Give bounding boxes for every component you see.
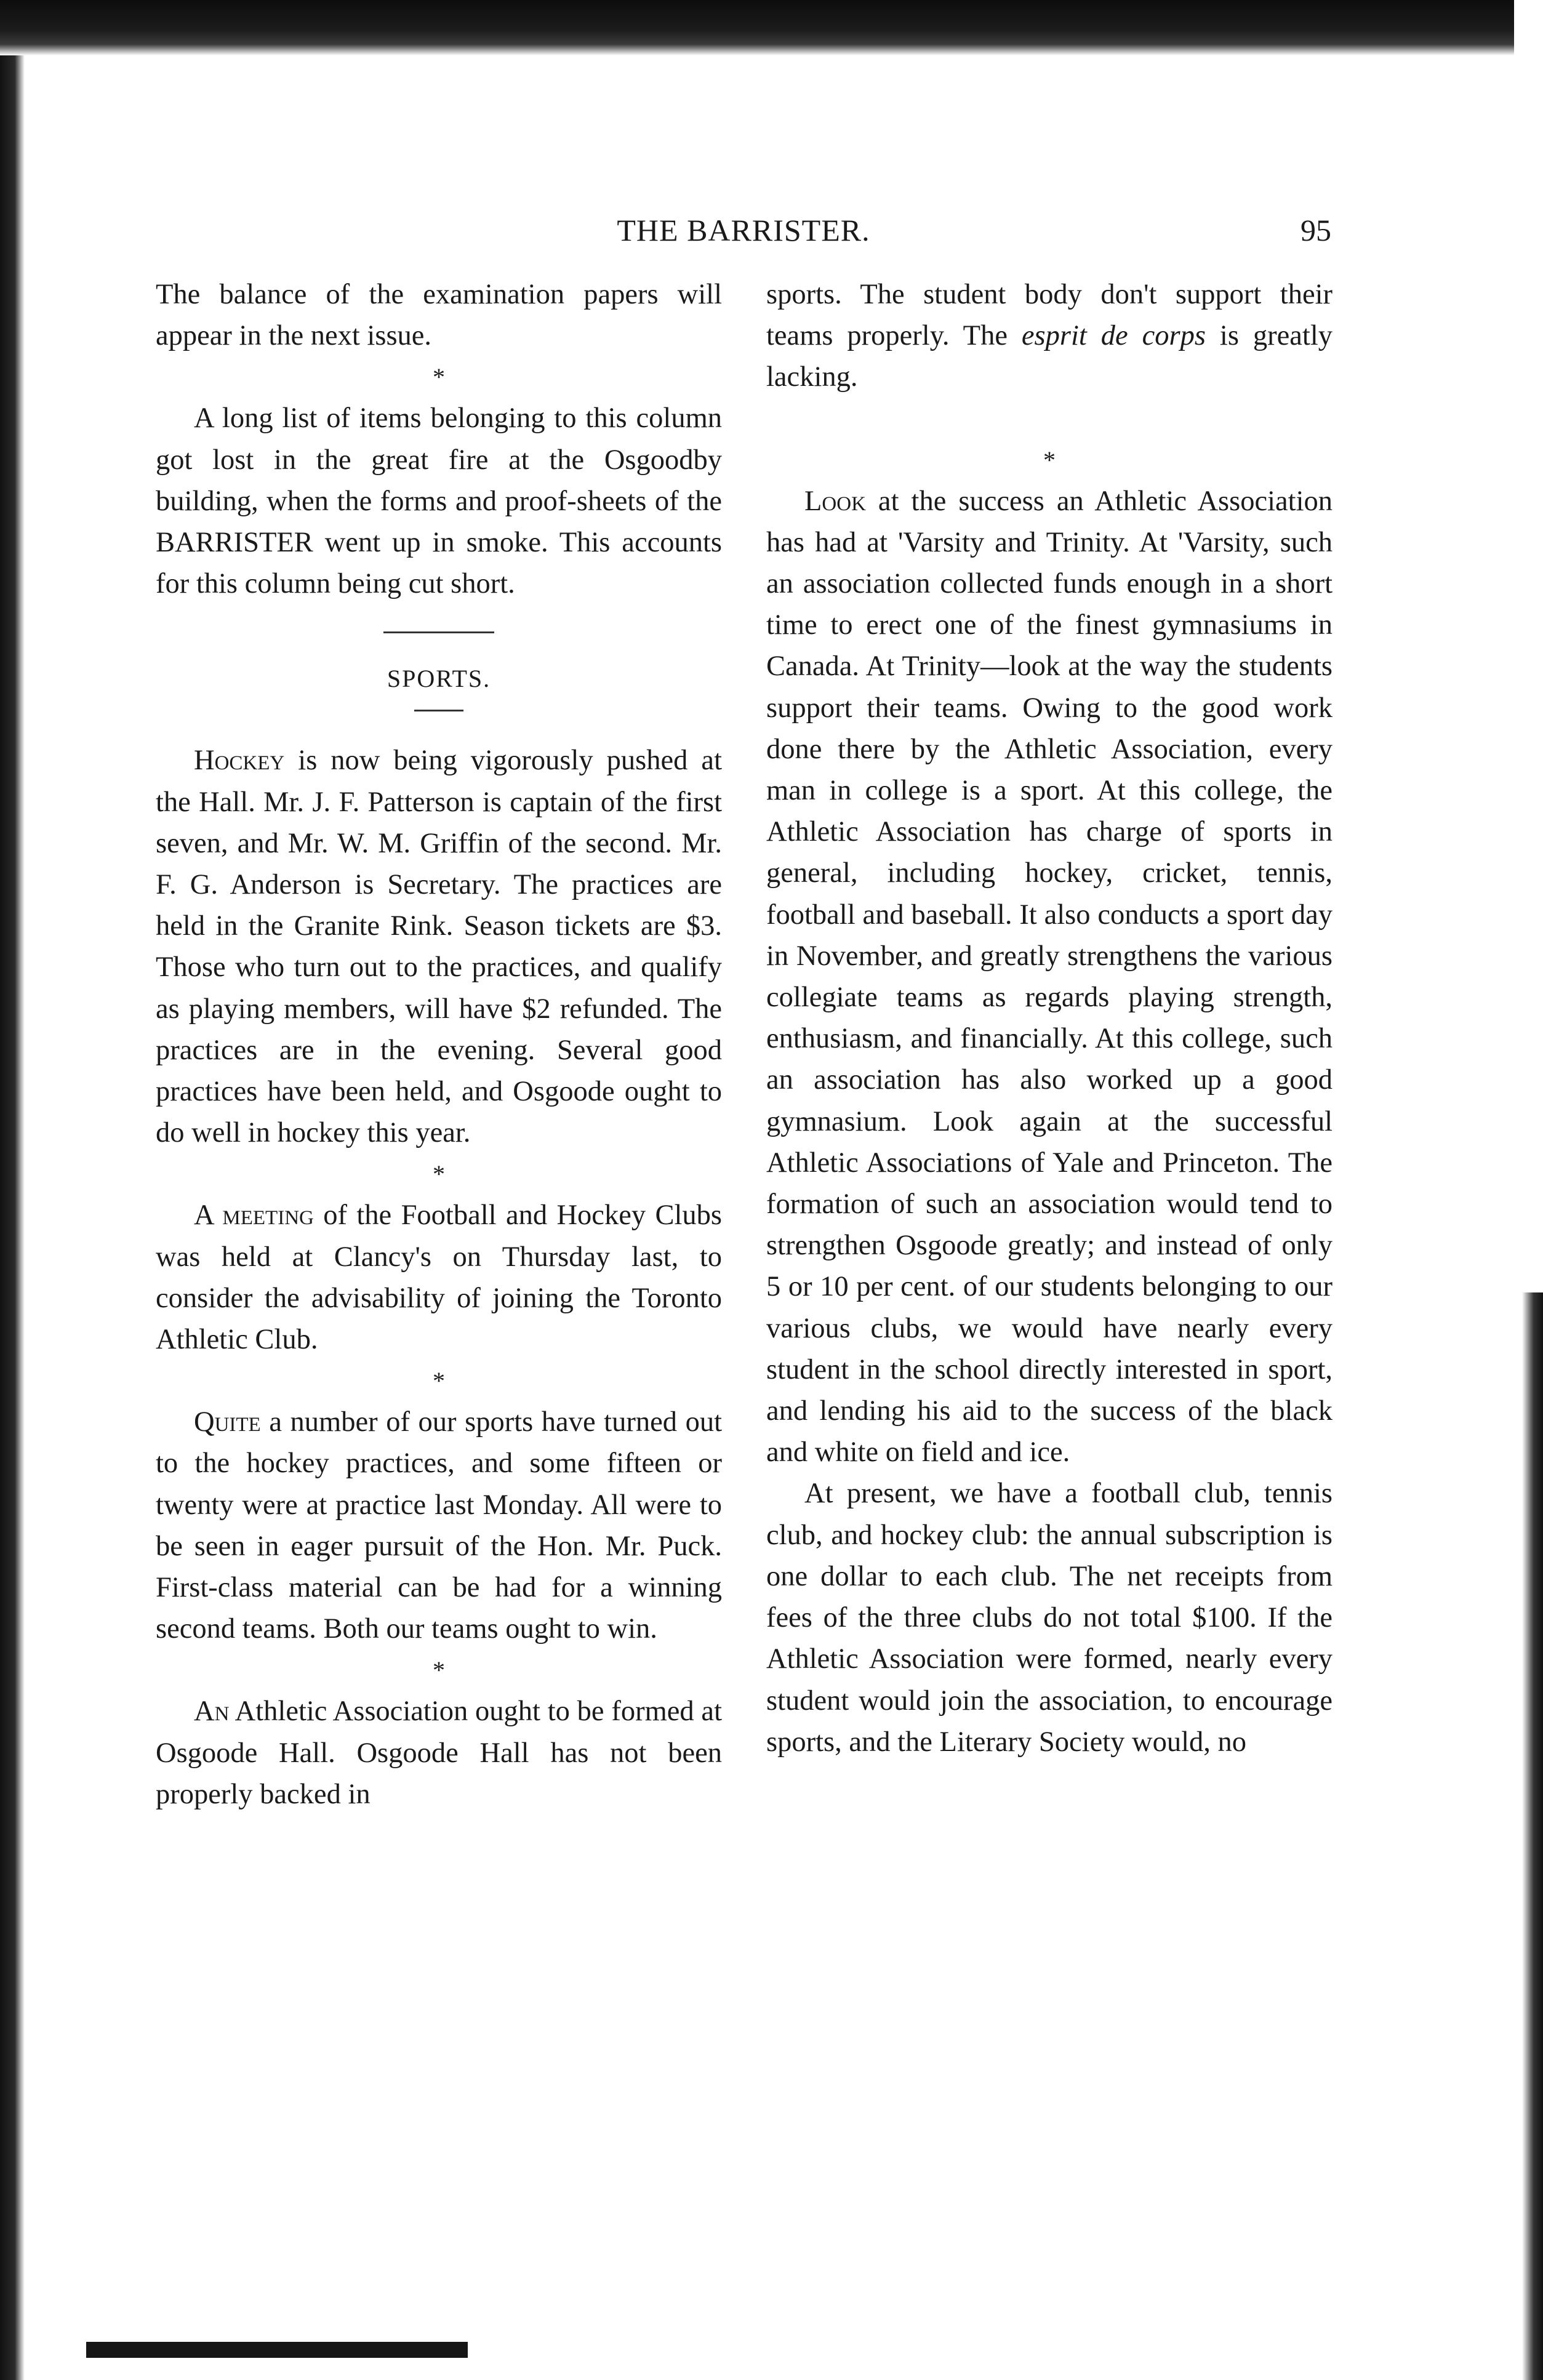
paragraph-athletic-association <box>156 1691 722 1815</box>
scan-left-border <box>0 55 25 2380</box>
section-rule <box>383 631 494 633</box>
paragraph-text: sports. The student body don't support their teams properly. The <box>766 279 1333 352</box>
paragraph-look-at-success <box>766 481 1333 1473</box>
separator-asterisk: * <box>1043 446 1056 474</box>
paragraph-hockey <box>156 740 722 1153</box>
lead-word: Look <box>804 485 866 517</box>
right-column <box>766 274 1333 1763</box>
paragraph-continued-sports <box>766 274 1333 398</box>
lead-word: An <box>194 1696 230 1728</box>
separator-asterisk: * <box>433 1367 445 1395</box>
scan-bottom-bar <box>86 2342 468 2358</box>
scan-top-border <box>0 0 1514 55</box>
paragraph-practices <box>156 1401 722 1649</box>
paragraph-meeting <box>156 1195 722 1360</box>
paragraph-text: Athletic Association ought to be formed at Osgoode Hall. Osgoode Hall has not been properly backed in <box>156 1696 722 1810</box>
section-title-sports: SPORTS. <box>387 665 491 693</box>
italic-phrase: esprit de corps <box>1021 320 1206 352</box>
paragraph-text: of the Football and Hockey Clubs was held at Clancy's on Thursday last, to consider the advisability of joining the Toronto Athletic Club. <box>156 1200 722 1356</box>
paragraph-text: is now being vigorously pushed at the Hall. Mr. J. F. Patterson is captain of the first seven, and Mr. W. M. Griffin of the second. Mr. F. G. Anderson is Secretary. The practices are held in the Granite Rink. Season tickets are $3. Those who turn out to the practices, and qualify as playing members, will have $2 refunded. The practices are in the evening. Several good practices have been held, and Osgoode ought to do well in hockey this year. <box>156 745 722 1149</box>
page-number: 95 <box>1301 213 1331 247</box>
paragraph-examination-papers: The balance of the examination papers will appear in the next issue. <box>156 279 722 352</box>
paragraph-text: at the success an Athletic Association has had at 'Varsity and Trinity. At 'Varsity, such an association collected funds enough in a short time to erect one of the finest gymnasiums in Canada. At Trinity—look at the way the students support their teams. Owing to the good work done there by the Athletic Association, every man in college is a sport. At this college, the Athletic Association has charge of sports in general, including hockey, cricket, tennis, football and baseball. It also conducts a sport day in November, and greatly strengthens the various collegiate teams as regards playing strength, enthusiasm, and financially. At this college, such an association has also worked up a good gymnasium. Look again at the successful Athletic Associations of Yale and Princeton. The formation of such an association would tend to strengthen Osgoode greatly; and instead of only 5 or 10 per cent. of our students belonging to our various clubs, we would have nearly every student in the school directly interested in sport, and lending his aid to the success of the black and white on field and ice. <box>766 485 1333 1468</box>
scan-right-edge <box>1522 1292 1543 2380</box>
lead-word: Hockey <box>194 745 285 777</box>
separator-asterisk: * <box>433 363 445 391</box>
section-rule-short <box>414 710 463 711</box>
separator-asterisk: * <box>433 1656 445 1685</box>
paragraph-fire: A long list of items belonging to this column got lost in the great fire at the Osgoodby building, when the forms and proof-sheets of the BARRISTER went up in smoke. This accounts for this column being cut short. <box>156 403 722 600</box>
left-column <box>156 274 722 1815</box>
paragraph-text: is greatly lacking. <box>766 320 1333 393</box>
paragraph-text: a number of our sports have turned out to the hockey practices, and some fifteen or twenty were at practice last Monday. All were to be seen in eager pursuit of the Hon. Mr. Puck. First-class material can be had for a winning second teams. Both our teams ought to win. <box>156 1406 722 1645</box>
page-header <box>156 212 1331 255</box>
paragraph-at-present: At present, we have a football club, tennis club, and hockey club: the annual subscription is one dollar to each club. The net receipts from fees of the three clubs do not total $100. If the Athletic Association were formed, nearly every student would join the association, to encourage sports, and the Literary Society would, no <box>766 1478 1333 1758</box>
lead-word: A meeting <box>194 1200 314 1232</box>
separator-asterisk: * <box>433 1160 445 1188</box>
running-head: THE BARRISTER. <box>617 213 870 247</box>
lead-word: Quite <box>194 1406 261 1438</box>
spacer <box>766 398 1333 439</box>
